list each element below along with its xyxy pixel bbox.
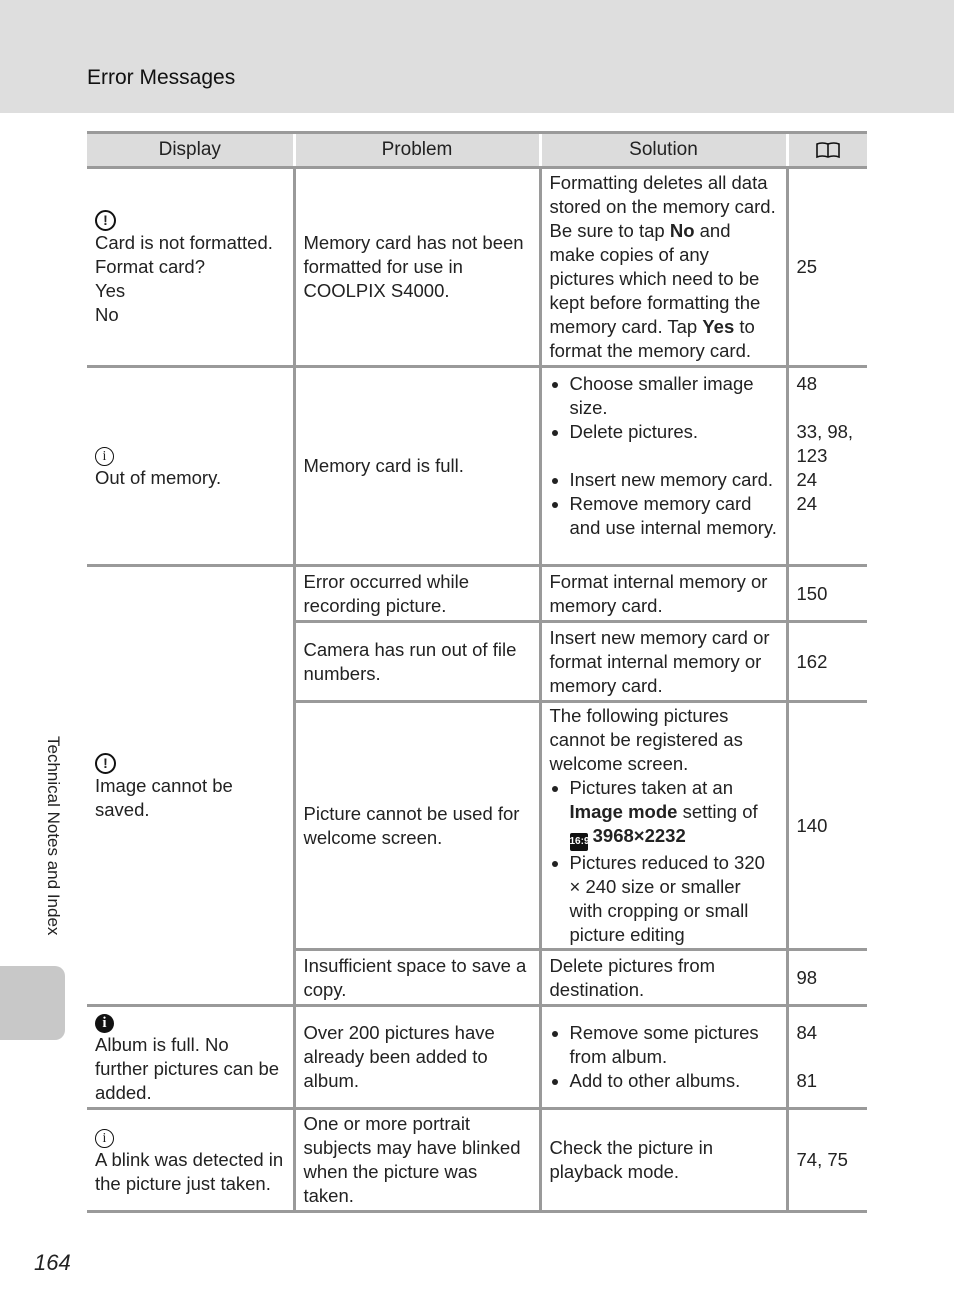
table-row xyxy=(87,1006,867,1109)
error-messages-table xyxy=(87,131,867,1213)
solution-cell: Formatting deletes all data stored on the memory card. Be sure to tap No and make copies of any pictures which need to be kept before formatting the memory card. Tap Yes to format the memory card. xyxy=(540,168,787,367)
book-icon xyxy=(815,141,841,159)
reference-cell: 74, 75 xyxy=(787,1109,867,1212)
display-line: Format card? xyxy=(95,256,206,277)
display-cell xyxy=(87,1006,294,1109)
section-title: Error Messages xyxy=(87,66,236,89)
table-row xyxy=(87,367,867,566)
display-line: Yes xyxy=(95,280,126,301)
header-reference xyxy=(787,133,867,168)
warning-icon: ! xyxy=(95,210,116,231)
display-cell xyxy=(87,566,294,1006)
header-solution: Solution xyxy=(540,133,787,168)
reference-cell: 162 xyxy=(787,622,867,702)
solution-cell: The following pictures cannot be registered as welcome screen. • Pictures taken at an Image mode setting of 16:9 3968×2232 • Pictures reduced to 320 × 240 size or smaller with cropping or small picture editing xyxy=(540,702,787,950)
list-item: • Remove some pictures from album. xyxy=(570,1021,779,1069)
table-row xyxy=(87,168,867,367)
reference-cell: 25 xyxy=(787,168,867,367)
page-number: 164 xyxy=(34,1250,71,1275)
display-cell xyxy=(87,1109,294,1212)
warning-icon: ! xyxy=(95,753,116,774)
display-text: Image cannot be saved. xyxy=(95,774,233,820)
problem-cell: Memory card has not been formatted for use in COOLPIX S4000. xyxy=(294,168,540,367)
image-mode-icon: 16:9 xyxy=(570,833,588,851)
header-display: Display xyxy=(87,133,294,168)
display-cell xyxy=(87,367,294,566)
list-item: • Remove memory card and use internal memory. xyxy=(570,492,779,540)
display-text: Album is full. No further pictures can be added. xyxy=(95,1034,280,1103)
problem-cell: Error occurred while recording picture. xyxy=(294,566,540,622)
display-cell xyxy=(87,168,294,367)
table-header-row xyxy=(87,133,867,168)
reference-cell: 150 xyxy=(787,566,867,622)
sidebar-label: Technical Notes and Index xyxy=(44,736,63,936)
info-icon: i xyxy=(95,447,114,466)
solution-cell xyxy=(540,367,787,566)
display-line: Card is not formatted. xyxy=(95,232,273,253)
info-filled-icon: i xyxy=(95,1014,114,1033)
solution-cell: Format internal memory or memory card. xyxy=(540,566,787,622)
display-line: No xyxy=(95,304,119,325)
solution-cell: Delete pictures from destination. xyxy=(540,950,787,1006)
problem-cell: Over 200 pictures have already been added to album. xyxy=(294,1006,540,1109)
list-item: • Choose smaller image size. xyxy=(570,372,779,420)
info-icon: i xyxy=(95,1129,114,1148)
sidebar-tab xyxy=(0,966,65,1040)
list-item: • Add to other albums. xyxy=(570,1069,779,1093)
list-item: • Insert new memory card. xyxy=(570,468,779,492)
solution-cell xyxy=(540,1006,787,1109)
solution-cell: Insert new memory card or format internal memory or memory card. xyxy=(540,622,787,702)
table-row xyxy=(87,1109,867,1212)
list-item: • Pictures reduced to 320 × 240 size or smaller with cropping or small picture editing xyxy=(570,851,779,947)
problem-cell: Memory card is full. xyxy=(294,367,540,566)
solution-cell: Check the picture in playback mode. xyxy=(540,1109,787,1212)
reference-cell: 84 81 xyxy=(787,1006,867,1109)
problem-cell: Insufficient space to save a copy. xyxy=(294,950,540,1006)
header-band xyxy=(0,0,954,113)
header-problem: Problem xyxy=(294,133,540,168)
reference-cell: 48 33, 98, 123 24 24 xyxy=(787,367,867,566)
list-item: • Delete pictures. xyxy=(570,420,779,444)
display-text: Out of memory. xyxy=(95,467,222,488)
problem-cell: Picture cannot be used for welcome screen. xyxy=(294,702,540,950)
reference-cell: 140 xyxy=(787,702,867,950)
display-text: A blink was detected in the picture just taken. xyxy=(95,1149,284,1194)
table-row xyxy=(87,566,867,622)
problem-cell: One or more portrait subjects may have blinked when the picture was taken. xyxy=(294,1109,540,1212)
reference-cell: 98 xyxy=(787,950,867,1006)
list-item: • Pictures taken at an Image mode setting of 16:9 3968×2232 xyxy=(570,776,779,851)
problem-cell: Camera has run out of file numbers. xyxy=(294,622,540,702)
